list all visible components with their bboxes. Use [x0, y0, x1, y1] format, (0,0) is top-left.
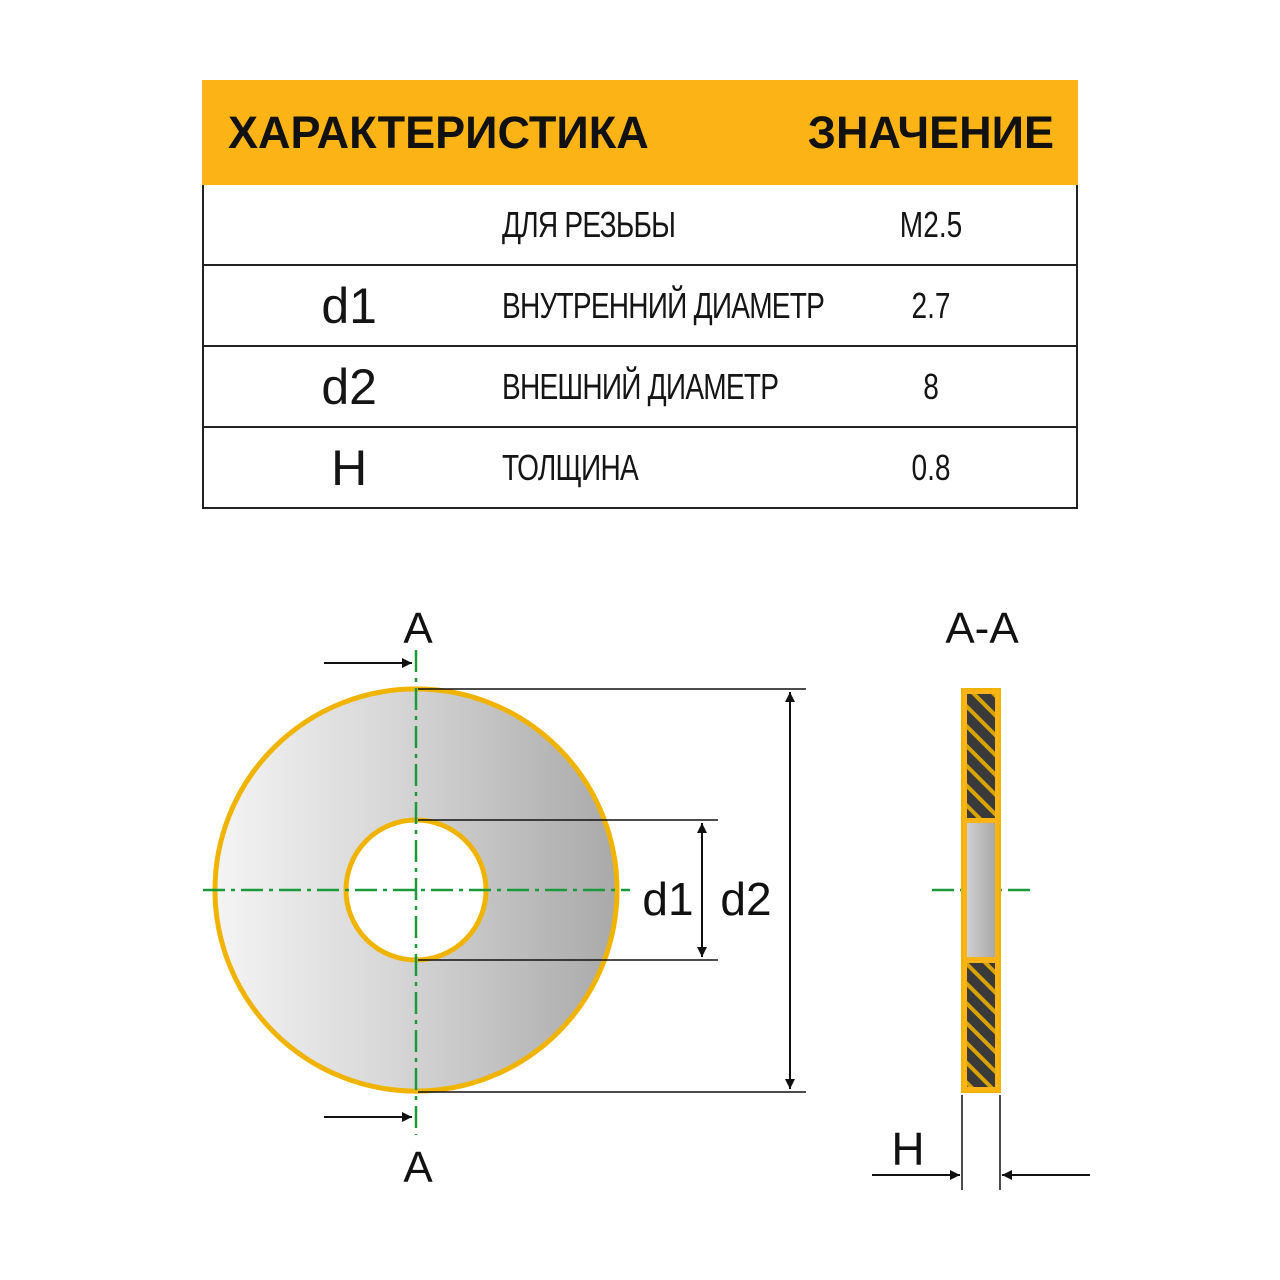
header-value: ЗНАЧЕНИЕ — [786, 81, 1077, 184]
dim-h-label: H — [891, 1123, 925, 1175]
section-hole — [967, 823, 995, 957]
row-name: ТОЛЩИНА — [494, 427, 785, 508]
row-value: 2.7 — [786, 265, 1077, 346]
section-view-label: A-A — [945, 604, 1019, 653]
section-hatch-top — [967, 694, 995, 818]
row-symbol: d1 — [203, 265, 494, 346]
section-mark-bottom: A — [403, 1143, 433, 1192]
row-name: ВНУТРЕННИЙ ДИАМЕТР — [494, 265, 785, 346]
row-name: ВНЕШНИЙ ДИАМЕТР — [494, 346, 785, 427]
washer-section-view — [962, 689, 1000, 1092]
section-hatch-bottom — [967, 963, 995, 1087]
header-characteristic: ХАРАКТЕРИСТИКА — [203, 81, 786, 184]
section-mark-top: A — [403, 604, 433, 653]
row-value: 0.8 — [786, 427, 1077, 508]
row-symbol: H — [203, 427, 494, 508]
row-value: 8 — [786, 346, 1077, 427]
dim-d1-label: d1 — [642, 873, 694, 925]
row-symbol: d2 — [203, 346, 494, 427]
row-name: ДЛЯ РЕЗЬБЫ — [494, 184, 785, 265]
row-value: M2.5 — [786, 184, 1077, 265]
dim-d2-label: d2 — [720, 873, 772, 925]
